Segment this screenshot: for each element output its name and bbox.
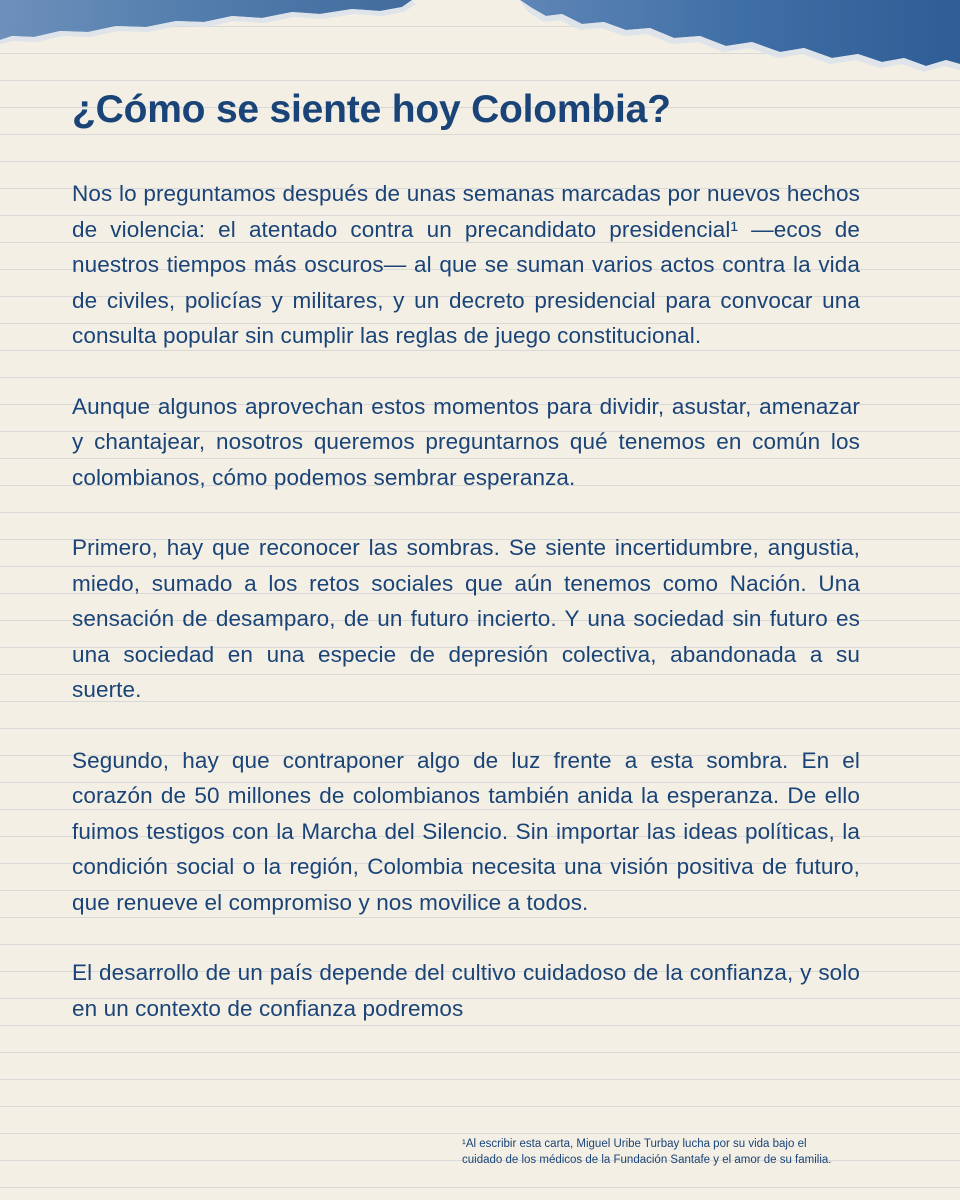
torn-paper-right — [520, 0, 960, 66]
footnote — [462, 1136, 860, 1168]
torn-paper-left — [0, 0, 412, 40]
paragraph-5: El desarrollo de un país depende del cultivo cuidadoso de la confianza, y solo en un contexto de confianza podremos — [72, 960, 860, 1021]
paragraph-4: Segundo, hay que contraponer algo de luz frente a esta sombra. En el corazón de 50 millones de colombianos también anida la esperanza. De ello fuimos testigos con la Marcha del Silencio. Sin importar las ideas políticas, la condición social o la región, Colombia necesita una visión positiva de futuro, que renueve el compromiso y nos movilice a todos. — [72, 747, 860, 915]
paragraph-2: Aunque algunos aprovechan estos momentos para dividir, asustar, amenazar y chantajear, nosotros queremos preguntarnos qué tenemos en común los colombianos, cómo podemos sembrar esperanza. — [72, 393, 860, 490]
paragraph-1: Nos lo preguntamos después de unas semanas marcadas por nuevos hechos de violencia: el atentado contra un precandidato presidencial¹ —ecos de nuestros tiempos más oscuros— al que se suman varios actos contra la vida de civiles, policías y militares, y un decreto presidencial para convocar una consulta popular sin cumplir las reglas de juego constitucional. — [72, 181, 860, 348]
torn-paper-decoration — [0, 0, 960, 80]
letter-title: ¿Cómo se siente hoy Colombia? — [72, 88, 671, 131]
footnote-line-2: cuidado de los médicos de la Fundación Santafe y el amor de su familia. — [462, 1154, 832, 1166]
paragraph-3: Primero, hay que reconocer las sombras. Se siente incertidumbre, angustia, miedo, sumado a los retos sociales que aún tenemos como Nación. Una sensación de desamparo, de un futuro incierto. Y una sociedad sin futuro es una sociedad en una especie de depresión colectiva, abandonada a su suerte. — [72, 535, 860, 702]
footnote-line-1: ¹Al escribir esta carta, Miguel Uribe Turbay lucha por su vida bajo el — [462, 1138, 807, 1150]
letter-body — [72, 84, 860, 1026]
